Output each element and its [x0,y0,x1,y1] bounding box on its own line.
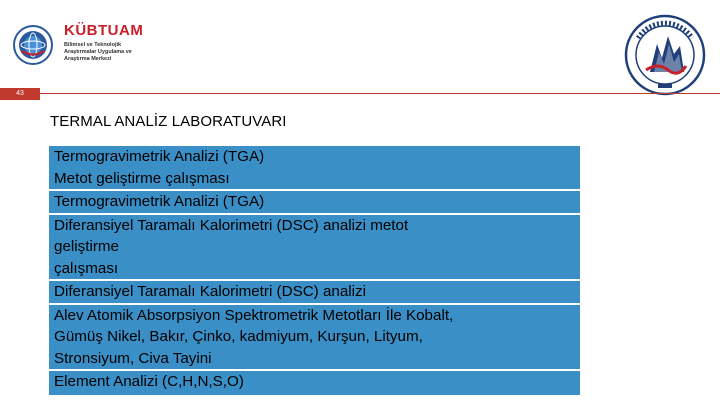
kubtuam-logo [12,22,152,70]
cell-text: Diferansiyel Taramalı Kalorimetri (DSC) analizi [54,283,366,300]
cell-text: Gümüş Nikel, Bakır, Çinko, kadmiyum, Kurşun, Lityum, [54,328,423,345]
table-row [49,190,580,214]
table-cell [49,370,580,394]
cell-text: Stronsiyum, Civa Tayini [54,349,212,367]
table-cell [49,190,580,214]
cell-text: geliştirme [54,238,119,255]
page-title: TERMAL ANALİZ LABORATUVARI [50,113,287,130]
kubtuam-subtitle-line: Araştırma Merkezi [64,56,112,62]
cell-text: Termogravimetrik Analizi (TGA) [54,148,265,165]
cell-text: Element Analizi (C,H,N,S,O) [54,373,244,390]
table-cell [49,146,580,190]
table-cell [49,280,580,304]
cell-text: Diferansiyel Taramalı Kalorimetri (DSC) analizi metot [54,216,409,234]
kubtuam-emblem-icon [12,24,54,66]
table-cell [49,214,580,281]
header-divider [40,93,720,94]
table-cell [49,304,580,371]
page-number-bar [0,88,720,100]
cell-text: Termogravimetrik Analizi (TGA) [54,193,265,210]
cell-text: Metot geliştirme çalışması [54,169,230,187]
table-row [49,146,580,190]
cell-text: Alev Atomik Absorpsiyon Spektrometrik Metotları İle Kobalt, [54,306,454,324]
table-row [49,280,580,304]
table-row [49,370,580,394]
cell-text: çalışması [54,259,119,277]
kubtuam-subtitle-line: Araştırmalar Uygulama ve [64,49,132,55]
analysis-table [49,146,580,395]
table-row [49,214,580,281]
page-number: 43 [0,88,40,100]
table-row [49,304,580,371]
university-seal-icon [624,14,706,96]
kubtuam-title: KÜBTUAM [64,22,144,39]
kubtuam-subtitle-line: Bilimsel ve Teknolojik [64,42,122,48]
kubtuam-subtitle [64,42,164,63]
